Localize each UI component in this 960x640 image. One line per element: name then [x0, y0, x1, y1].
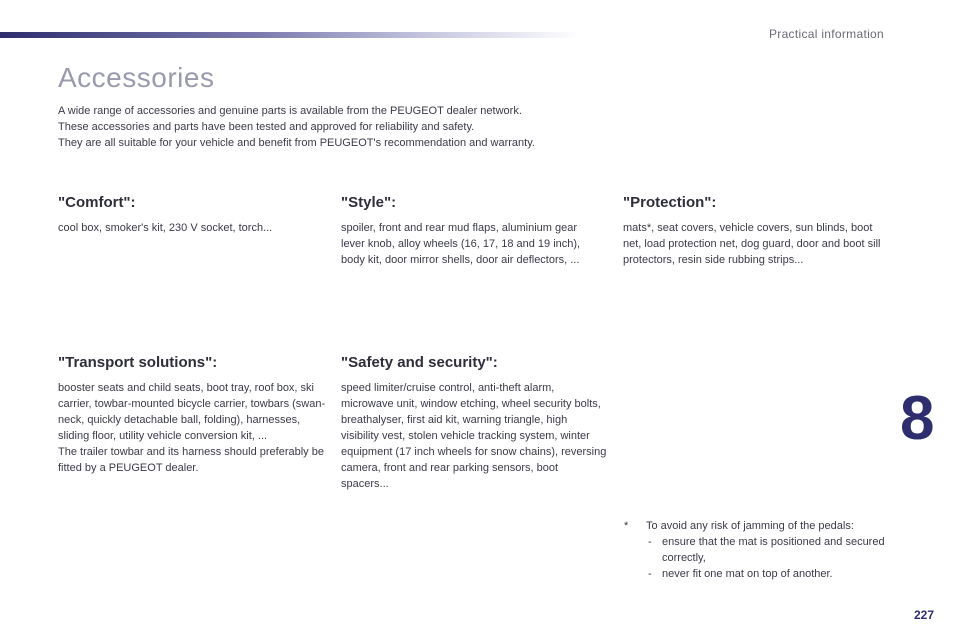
safety-section: [341, 354, 607, 492]
footnote-item: [622, 534, 892, 566]
footnote-intro: [622, 518, 892, 534]
intro-line: They are all suitable for your vehicle and benefit from PEUGEOT's recommendation and warranty.: [58, 137, 535, 149]
protection-heading: "Protection":: [623, 194, 717, 211]
footnote: [622, 518, 892, 582]
chapter-number: 8: [900, 384, 935, 453]
style-section: [341, 194, 603, 268]
header-decor-bar: [0, 32, 580, 38]
footnote-text: To avoid any risk of jamming of the pedals:: [646, 520, 854, 532]
style-heading: "Style":: [341, 194, 397, 211]
footnote-marker: *: [624, 520, 629, 532]
safety-text: speed limiter/cruise control, anti-theft alarm, microwave unit, window etching, wheel security bolts, breathalyser, first aid kit, warning triangle, high visibility vest, stolen vehicle tracking system, winter equipment (17 inch wheels for snow chains), reversing camera, front and rear parking sensors, boot spacers...: [341, 382, 607, 490]
page-title: Accessories: [58, 62, 215, 93]
footnote-item: [622, 566, 892, 582]
footnote-dash: -: [648, 536, 652, 548]
transport-text: booster seats and child seats, boot tray, roof box, ski carrier, towbar-mounted bicycle carrier, towbars (swan-neck, quickly detachable ball, folding), harnesses, sliding floor, utility vehicle conversion kit, ...: [58, 382, 326, 442]
transport-heading: "Transport solutions":: [58, 354, 218, 371]
comfort-text: cool box, smoker's kit, 230 V socket, torch...: [58, 222, 273, 234]
comfort-section: [58, 194, 326, 236]
safety-heading: "Safety and security":: [341, 354, 498, 371]
page-number: 227: [914, 608, 935, 622]
intro-line: These accessories and parts have been tested and approved for reliability and safety.: [58, 121, 475, 133]
intro-paragraph: [58, 103, 678, 151]
section-header: Practical information: [768, 27, 884, 41]
protection-section: [623, 194, 885, 268]
comfort-heading: "Comfort":: [58, 194, 136, 211]
transport-note: The trailer towbar and its harness should preferably be fitted by a PEUGEOT dealer.: [58, 446, 324, 474]
intro-line: A wide range of accessories and genuine parts is available from the PEUGEOT dealer network.: [58, 105, 522, 117]
footnote-dash: -: [648, 568, 652, 580]
footnote-item-text: never fit one mat on top of another.: [662, 568, 833, 580]
footnote-item-text: ensure that the mat is positioned and secured correctly,: [662, 536, 885, 564]
style-text: spoiler, front and rear mud flaps, aluminium gear lever knob, alloy wheels (16, 17, 18 and 19 inch), body kit, door mirror shells, door air deflectors, ...: [341, 222, 581, 266]
transport-section: [58, 354, 326, 476]
protection-text: mats*, seat covers, vehicle covers, sun blinds, boot net, load protection net, dog guard, door and boot sill protectors, resin side rubbing strips...: [623, 222, 881, 266]
